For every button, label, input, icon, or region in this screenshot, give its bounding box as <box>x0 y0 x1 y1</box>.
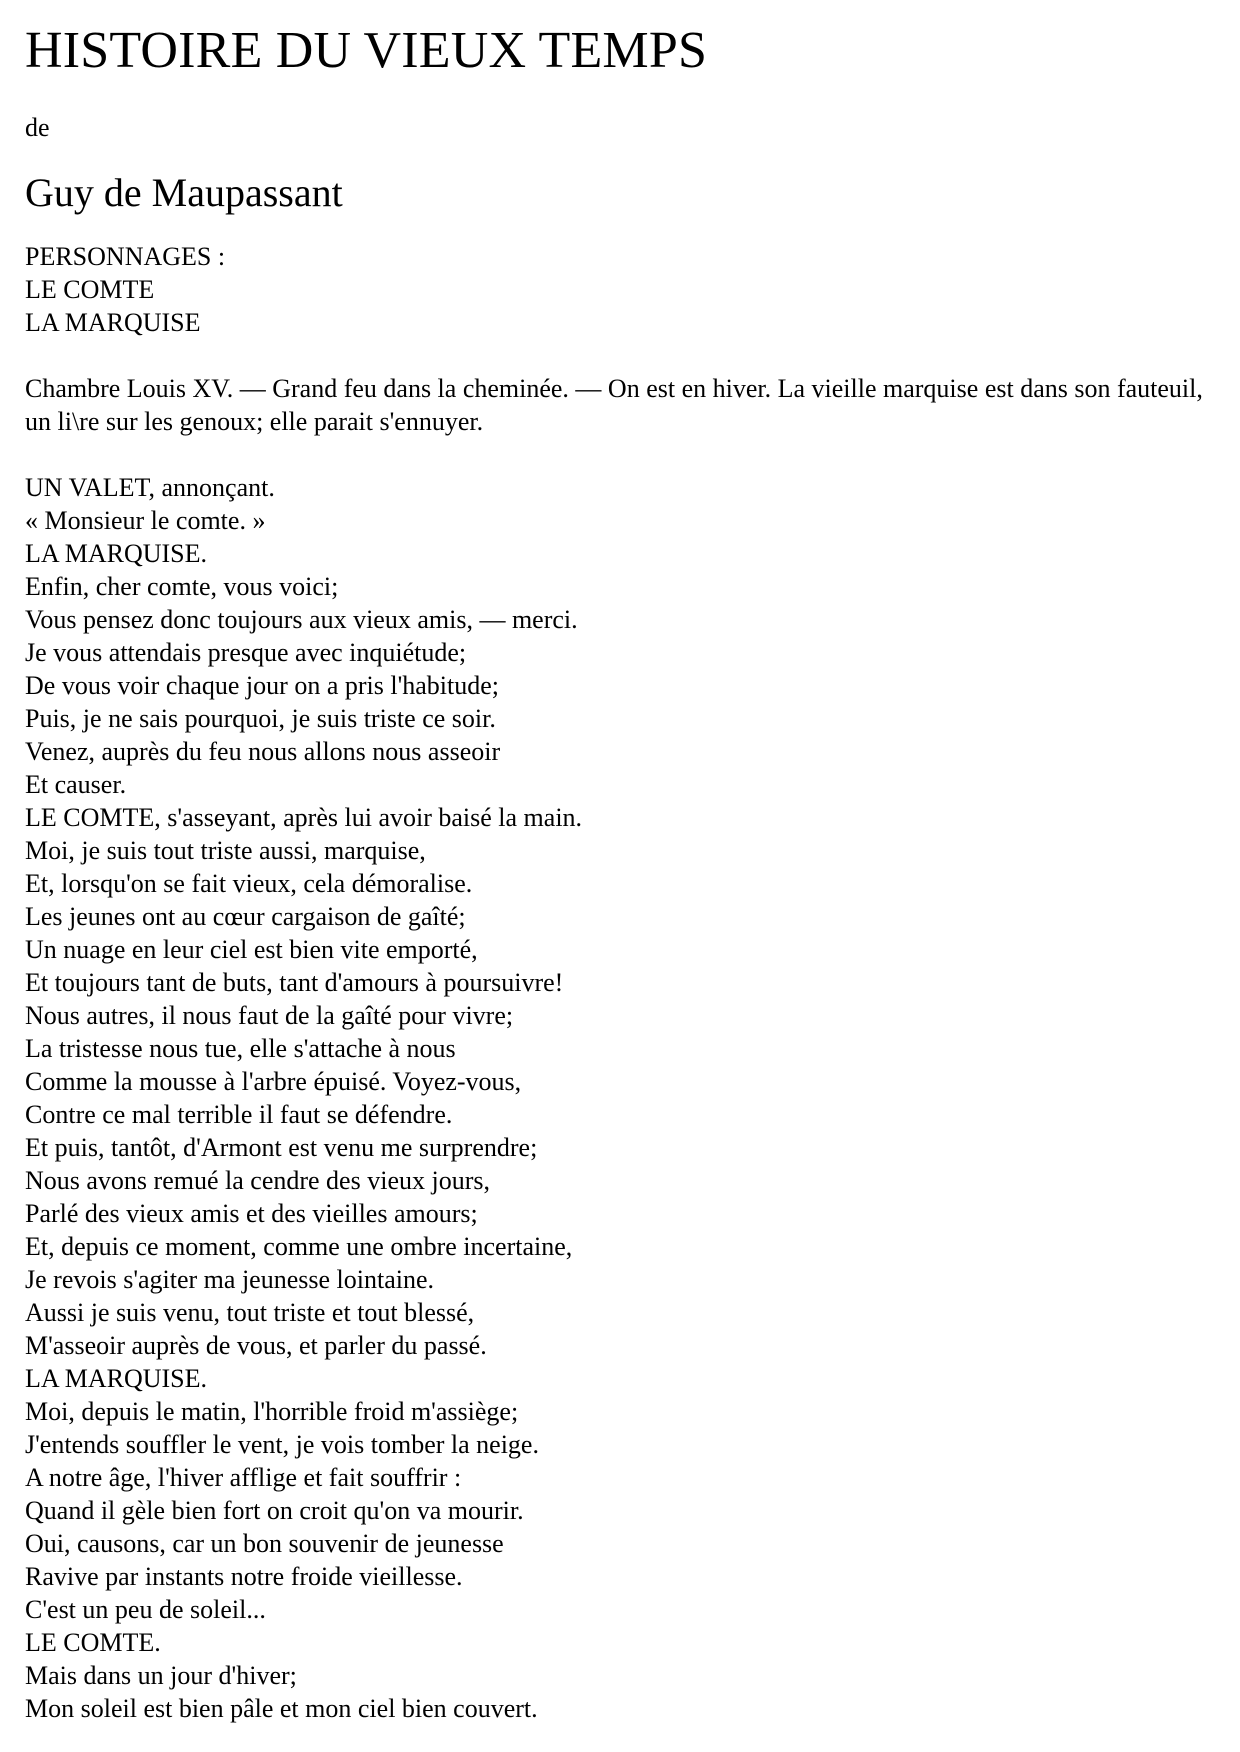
stage-direction: Chambre Louis XV. — Grand feu dans la cheminée. — On est en hiver. La vieille marquise est dans son fauteuil, un li\re sur les genoux; elle parait s'ennuyer. <box>25 374 1203 436</box>
dialogue-line: Contre ce mal terrible il faut se défendre. <box>25 1100 453 1129</box>
dialogue-line: Et puis, tantôt, d'Armont est venu me surprendre; <box>25 1133 538 1162</box>
dialogue-line: Ravive par instants notre froide vieillesse. <box>25 1562 463 1591</box>
dialogue-line: Moi, je suis tout triste aussi, marquise, <box>25 836 426 865</box>
cast-member: LE COMTE <box>25 275 155 304</box>
dialogue-line: Oui, causons, car un bon souvenir de jeunesse <box>25 1529 504 1558</box>
dialogue-line: A notre âge, l'hiver afflige et fait souffrir : <box>25 1463 462 1492</box>
dialogue-line: UN VALET, annonçant. <box>25 473 275 502</box>
dialogue-line: LE COMTE. <box>25 1628 161 1657</box>
cast-member: LA MARQUISE <box>25 308 201 337</box>
dialogue-line: Et causer. <box>25 770 127 799</box>
dialogue-line: Je revois s'agiter ma jeunesse lointaine. <box>25 1265 435 1294</box>
dialogue-line: Nous avons remué la cendre des vieux jours, <box>25 1166 490 1195</box>
dialogue-line: Un nuage en leur ciel est bien vite emporté, <box>25 935 478 964</box>
dialogue-line: Aussi je suis venu, tout triste et tout blessé, <box>25 1298 475 1327</box>
dialogue-line: Parlé des vieux amis et des vieilles amours; <box>25 1199 478 1228</box>
dialogue-line: C'est un peu de soleil... <box>25 1595 266 1624</box>
dialogue-line: La tristesse nous tue, elle s'attache à nous <box>25 1034 456 1063</box>
byline: de <box>25 113 50 142</box>
dialogue-line: Enfin, cher comte, vous voici; <box>25 572 339 601</box>
dialogue-line: Mais dans un jour d'hiver; <box>25 1661 297 1690</box>
dialogue-line: LA MARQUISE. <box>25 1364 208 1393</box>
dialogue-line: Venez, auprès du feu nous allons nous asseoir <box>25 737 501 766</box>
document-title: HISTOIRE DU VIEUX TEMPS <box>25 22 708 79</box>
dialogue-line: LA MARQUISE. <box>25 539 208 568</box>
author-name: Guy de Maupassant <box>25 170 343 215</box>
dialogue-line: M'asseoir auprès de vous, et parler du passé. <box>25 1331 487 1360</box>
dialogue-line: Je vous attendais presque avec inquiétude; <box>25 638 467 667</box>
dialogue-line: Nous autres, il nous faut de la gaîté pour vivre; <box>25 1001 514 1030</box>
dialogue-line: Les jeunes ont au cœur cargaison de gaîté; <box>25 902 466 931</box>
cast-heading: PERSONNAGES : <box>25 242 226 271</box>
dialogue-line: Quand il gèle bien fort on croit qu'on va mourir. <box>25 1496 524 1525</box>
dialogue-text <box>25 471 1215 1725</box>
dialogue-line: Mon soleil est bien pâle et mon ciel bien couvert. <box>25 1694 538 1723</box>
dialogue-line: LE COMTE, s'asseyant, après lui avoir baisé la main. <box>25 803 583 832</box>
dialogue-line: « Monsieur le comte. » <box>25 506 266 535</box>
dialogue-line: Puis, je ne sais pourquoi, je suis triste ce soir. <box>25 704 496 733</box>
dialogue-line: Et, depuis ce moment, comme une ombre incertaine, <box>25 1232 573 1261</box>
dialogue-line: De vous voir chaque jour on a pris l'habitude; <box>25 671 500 700</box>
dialogue-line: Moi, depuis le matin, l'horrible froid m'assiège; <box>25 1397 519 1426</box>
dialogue-line: Et, lorsqu'on se fait vieux, cela démoralise. <box>25 869 473 898</box>
dialogue-line: Comme la mousse à l'arbre épuisé. Voyez-vous, <box>25 1067 522 1096</box>
dialogue-line: Vous pensez donc toujours aux vieux amis, — merci. <box>25 605 578 634</box>
cast-list <box>25 240 1215 339</box>
dialogue-line: J'entends souffler le vent, je vois tomber la neige. <box>25 1430 539 1459</box>
dialogue-line: Et toujours tant de buts, tant d'amours à poursuivre! <box>25 968 564 997</box>
